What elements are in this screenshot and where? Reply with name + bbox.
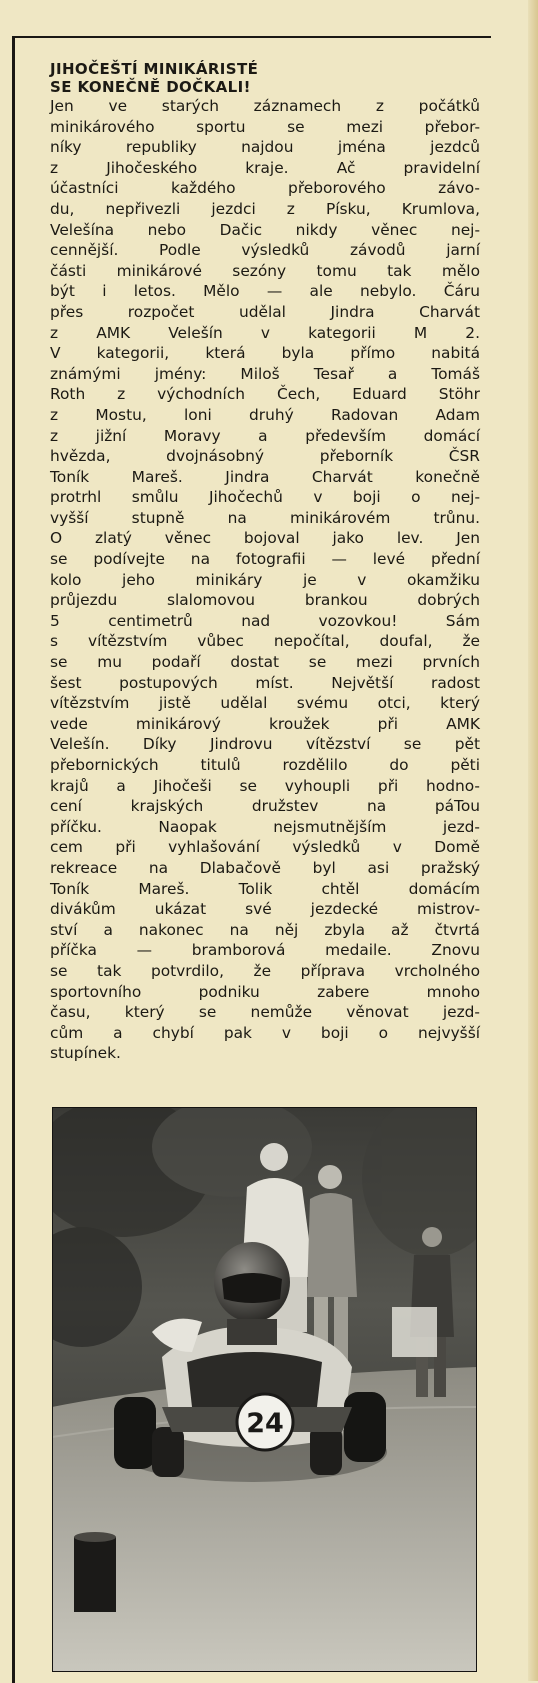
body-line: z Jihočeského kraje. Ač pravidelní — [50, 158, 480, 177]
body-line: Velešína nebo Dačic nikdy věnec nej- — [50, 220, 480, 239]
body-line: se podívejte na fotografii — levé přední — [50, 550, 480, 569]
body-line: protrhl smůlu Jihočechů v boji o nej- — [50, 488, 480, 507]
body-line: Toník Mareš. Jindra Charvát konečně — [50, 467, 480, 486]
page-edge — [528, 0, 538, 1681]
body-line: se mu podaří dostat se mezi prvních — [50, 653, 480, 672]
kart-number: 24 — [246, 1408, 284, 1439]
body-line: části minikárové sezóny tomu tak mělo — [50, 261, 480, 280]
body-line: průjezdu slalomovou brankou dobrých — [50, 591, 480, 610]
body-line: účastníci každého přeborového závo- — [50, 179, 480, 198]
body-line: vítězstvím jistě udělal svému otci, který — [50, 694, 480, 713]
body-line: divákům ukázat své jezdecké mistrov- — [50, 900, 480, 919]
body-line: příčka — bramborová medaile. Znovu — [50, 941, 480, 960]
article-body — [50, 96, 480, 1064]
body-line: Roth z východních Čech, Eduard Stöhr — [50, 385, 480, 404]
body-line: kolo jeho minikáry je v okamžiku — [50, 570, 480, 589]
headline-line: SE KONEČNĚ DOČKALI! — [50, 78, 251, 96]
body-line: krajů a Jihočeši se vyhoupli při hodno- — [50, 776, 480, 795]
article-headline — [50, 60, 480, 96]
photo-image — [52, 1107, 477, 1672]
body-line: minikárového sportu se mezi přebor- — [50, 117, 480, 136]
body-line: Velešín. Díky Jindrovu vítězství se pět — [50, 735, 480, 754]
body-line: šest postupových míst. Největší radost — [50, 673, 480, 692]
slalom-gate — [74, 1532, 116, 1612]
body-line: příčku. Naopak nejsmutnějším jezd- — [50, 817, 480, 836]
body-line: se tak potvrdilo, že příprava vrcholného — [50, 961, 480, 980]
body-line: V kategorii, která byla přímo nabitá — [50, 344, 480, 363]
body-line: O zlatý věnec bojoval jako lev. Jen — [50, 529, 480, 548]
photo-kart-race — [52, 1107, 477, 1672]
body-line: stupínek. — [50, 1044, 121, 1063]
body-line: hvězda, dvojnásobný přeborník ČSR — [50, 447, 480, 466]
body-line: přebornických titulů rozdělilo do pěti — [50, 756, 480, 774]
body-line: níky republiky najdou jména jezdců — [50, 138, 480, 157]
body-line: cení krajských družstev na páTou — [50, 797, 480, 816]
body-line: vyšší stupně na minikárovém trůnu. — [50, 508, 480, 527]
body-line: času, který se nemůže věnovat jezd- — [50, 1003, 480, 1022]
body-line: z AMK Velešín v kategorii M 2. — [50, 323, 480, 342]
body-line: cům a chybí pak v boji o nejvyšší — [50, 1023, 480, 1042]
body-line: 5 centimetrů nad vozovkou! Sám — [50, 611, 480, 630]
body-line: sportovního podniku zabere mnoho — [50, 982, 480, 1001]
body-line: Toník Mareš. Tolik chtěl domácím — [50, 879, 480, 898]
body-line: z jižní Moravy a především domácí — [50, 426, 480, 445]
article — [50, 60, 480, 1064]
body-line: cem při vyhlašování výsledků v Domě — [50, 838, 480, 857]
body-line: s vítězstvím vůbec nepočítal, doufal, že — [50, 632, 480, 651]
body-line: ství a nakonec na něj zbyla až čtvrtá — [50, 920, 480, 939]
body-line: cennější. Podle výsledků závodů jarní — [50, 241, 480, 260]
headline-line: JIHOČEŠTÍ MINIKÁRISTÉ — [50, 60, 259, 78]
body-line: přes rozpočet udělal Jindra Charvát — [50, 302, 480, 321]
body-line: du, nepřivezli jezdci z Písku, Krumlova, — [50, 199, 480, 218]
body-line: Jen ve starých záznamech z počátků — [50, 97, 480, 115]
body-line: z Mostu, loni druhý Radovan Adam — [50, 405, 480, 424]
body-line: být i letos. Mělo — ale nebylo. Čáru — [50, 282, 480, 301]
body-line: známými jmény: Miloš Tesař a Tomáš — [50, 364, 480, 383]
body-line: vede minikárový kroužek při AMK — [50, 714, 480, 733]
body-line: rekreace na Dlabačově byl asi pražský — [50, 858, 480, 877]
